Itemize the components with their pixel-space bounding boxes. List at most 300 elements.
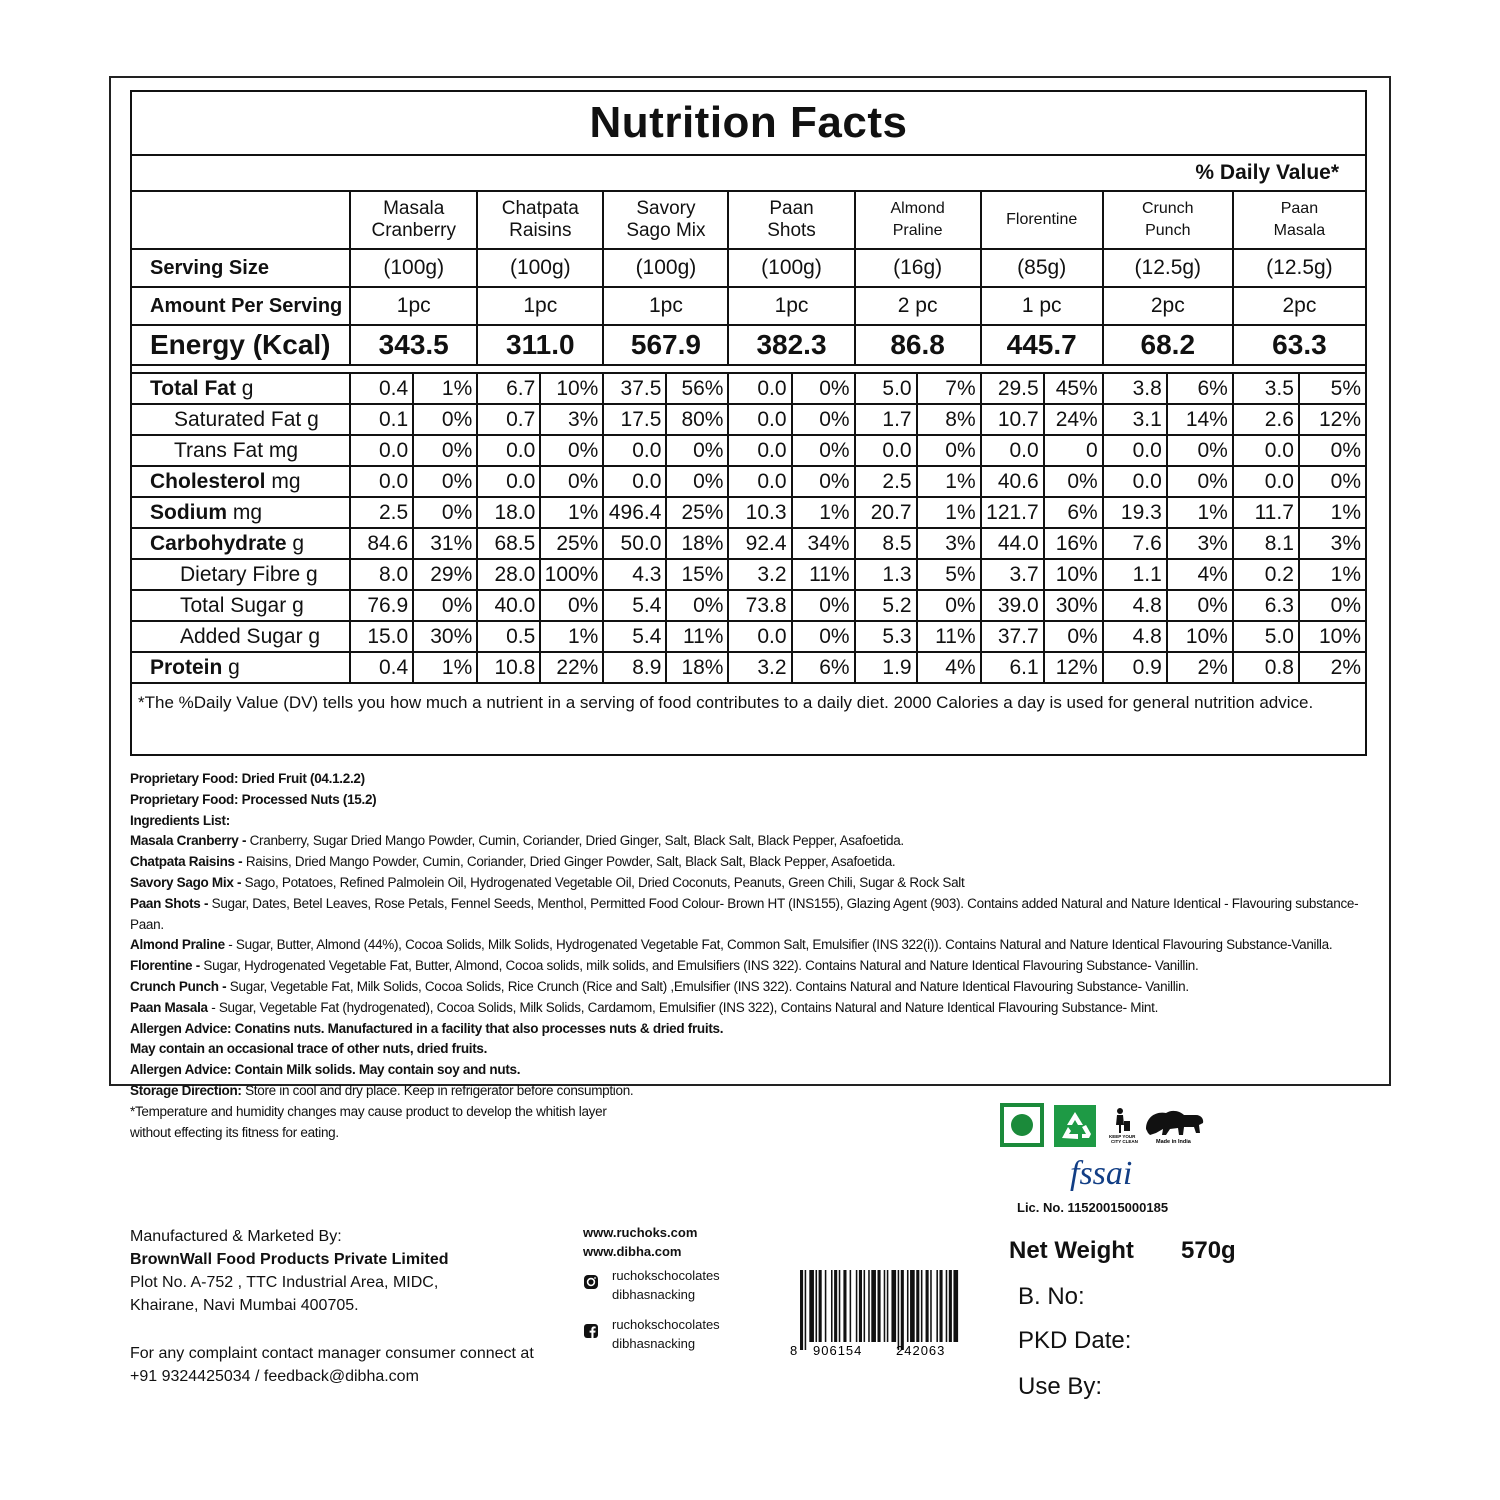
nutrient-daily-value: 0% [1299, 466, 1365, 497]
product-name-line-2: Raisins [509, 220, 572, 241]
nutrient-daily-value: 3% [1299, 528, 1365, 559]
nutrient-daily-value: 0% [1167, 435, 1233, 466]
proprietary-food-1: Proprietary Food: Dried Fruit (04.1.2.2) [130, 771, 365, 786]
nutrient-amount: 5.0 [855, 373, 917, 404]
ingredient-text: Sugar, Hydrogenated Vegetable Fat, Butter, Almond, Cocoa solids, milk solids, and Emulsifiers (INS 322). Contains Natural and Nature Identical Flavouring Substance- Vanillin. [203, 958, 1199, 974]
allergen-advice-1: Allergen Advice: Conatins nuts. Manufactured in a facility that also processes nuts & dried fruits. [130, 1020, 724, 1036]
nutrient-daily-value: 0% [1299, 435, 1365, 466]
nutrient-amount: 8.1 [1233, 528, 1299, 559]
nutrient-daily-value: 0% [1044, 621, 1103, 652]
product-name-line-1: Crunch [1142, 200, 1194, 217]
nutrient-amount: 4.8 [1103, 621, 1167, 652]
nutrient-unit: mg [265, 469, 301, 493]
barcode-bar [864, 1270, 866, 1342]
nutrient-label [132, 373, 350, 404]
nutrient-amount: 3.5 [1233, 373, 1299, 404]
nutrient-daily-value: 0% [1044, 466, 1103, 497]
nutrient-amount: 5.2 [855, 590, 917, 621]
product-header-row [132, 192, 1365, 249]
nutrient-daily-value: 0% [666, 435, 728, 466]
batch-number-label: B. No: [1018, 1283, 1085, 1310]
nutrient-amount: 0.0 [855, 435, 917, 466]
veg-mark-icon [1002, 1105, 1042, 1145]
nutrient-row [132, 528, 1365, 559]
storage-text: Store in cool and dry place. Keep in refrigerator before consumption. [245, 1082, 634, 1098]
barcode-bar [921, 1270, 923, 1342]
barcode-bar [949, 1270, 952, 1342]
nutrient-amount: 0.7 [477, 404, 540, 435]
nutrient-amount: 50.0 [603, 528, 666, 559]
nutrient-amount: 40.6 [981, 466, 1044, 497]
energy-value: 567.9 [603, 325, 728, 365]
nutrient-amount: 1.7 [855, 404, 917, 435]
nutrient-daily-value: 29% [413, 559, 477, 590]
amount-per-serving-value: 2pc [1233, 287, 1365, 325]
product-name [350, 192, 477, 249]
barcode-bar [930, 1270, 932, 1342]
nutrient-amount: 37.7 [981, 621, 1044, 652]
nutrient-amount: 92.4 [728, 528, 791, 559]
nutrient-amount: 0.2 [1233, 559, 1299, 590]
nutrient-amount: 76.9 [350, 590, 413, 621]
serving-size-value: (100g) [603, 249, 728, 287]
complaint-block [130, 1342, 534, 1388]
nutrient-amount: 3.2 [728, 652, 791, 683]
nutrient-amount: 17.5 [603, 404, 666, 435]
nutrient-daily-value: 6% [792, 652, 855, 683]
barcode-group-2: 242063 [896, 1343, 946, 1358]
packed-date-label: PKD Date: [1018, 1327, 1132, 1354]
nutrient-daily-value: 100% [540, 559, 603, 590]
nutrient-amount: 0.0 [350, 466, 413, 497]
amount-per-serving-value: 1pc [477, 287, 603, 325]
nutrient-daily-value: 22% [540, 652, 603, 683]
nutrient-amount: 20.7 [855, 497, 917, 528]
nutrient-daily-value: 3% [540, 404, 603, 435]
ingredient-entry [130, 852, 1370, 873]
nutrient-daily-value: 5% [1299, 373, 1365, 404]
nutrient-amount: 39.0 [981, 590, 1044, 621]
nutrient-amount: 6.7 [477, 373, 540, 404]
facebook-icon [583, 1323, 599, 1339]
nutrient-daily-value: 0% [413, 590, 477, 621]
nutrient-daily-value: 0% [792, 404, 855, 435]
ingredients-title: Ingredients List: [130, 812, 230, 828]
instagram-handle-2: dibhasnacking [612, 1287, 696, 1302]
ingredient-text: - Sugar, Butter, Almond (44%), Cocoa Solids, Milk Solids, Hydrogenated Vegetable Fat, Common Salt, Emulsifier (INS 322(i)). Contains Natural and Nature Identical Flavouring Substance-Vanilla. [228, 937, 1333, 953]
nutrient-amount: 0.0 [603, 466, 666, 497]
amount-per-serving-value: 2pc [1103, 287, 1233, 325]
ingredient-product-name: Almond Praline [130, 937, 229, 953]
temperature-note-1: *Temperature and humidity changes may cause product to develop the whitish layer [130, 1103, 607, 1119]
product-name [1233, 192, 1365, 249]
nutrient-amount: 1.9 [855, 652, 917, 683]
nutrient-daily-value: 15% [666, 559, 728, 590]
barcode-bar [907, 1270, 909, 1342]
nutrient-name: Protein [150, 655, 223, 679]
nutrient-daily-value: 10% [1044, 559, 1103, 590]
amount-per-serving-value: 1pc [728, 287, 854, 325]
manufacturer-name: BrownWall Food Products Private Limited [130, 1251, 449, 1268]
nutrient-daily-value: 8% [917, 404, 981, 435]
product-name-line-2: Punch [1145, 222, 1191, 239]
nutrient-amount: 44.0 [981, 528, 1044, 559]
nutrient-daily-value: 1% [1299, 559, 1365, 590]
lion-icon [1146, 1111, 1203, 1145]
product-name-line-1: Savory [636, 198, 696, 219]
nutrient-amount: 4.8 [1103, 590, 1167, 621]
daily-value-footnote: *The %Daily Value (DV) tells you how much a nutrient in a serving of food contributes to a daily diet. 2000 Calories a day is used for general nutrition advice. [138, 693, 1314, 712]
ingredient-product-name: Paan Shots - [130, 895, 212, 911]
header-corner [132, 192, 350, 249]
nutrient-daily-value: 1% [1299, 497, 1365, 528]
nutrient-daily-value: 0% [1167, 590, 1233, 621]
barcode-bar [831, 1270, 833, 1342]
nutrient-amount: 3.2 [728, 559, 791, 590]
nutrient-daily-value: 10% [1299, 621, 1365, 652]
energy-value: 68.2 [1103, 325, 1233, 365]
product-name-line-1: Paan [1280, 200, 1319, 217]
ingredient-text: Cranberry, Sugar Dried Mango Powder, Cumin, Coriander, Dried Ginger, Salt, Black Salt, Black Pepper, Asafoetida. [249, 833, 904, 849]
manufacturer-address-1: Plot No. A-752 , TTC Industrial Area, MIDC, [130, 1274, 439, 1291]
amount-per-serving-row [132, 287, 1365, 325]
nutrient-row [132, 559, 1365, 590]
barcode-bar [946, 1270, 948, 1342]
website-ruchoks[interactable]: www.ruchoks.com [583, 1225, 698, 1240]
nutrient-amount: 0.0 [1103, 435, 1167, 466]
nutrient-daily-value: 31% [413, 528, 477, 559]
nutrient-amount: 18.0 [477, 497, 540, 528]
nutrient-name: Sodium [150, 500, 227, 524]
nutrient-daily-value: 18% [666, 652, 728, 683]
serving-size-value: (85g) [981, 249, 1103, 287]
barcode-bar [891, 1270, 896, 1342]
nutrient-name: Total Sugar g [180, 593, 304, 617]
serving-size-value: (12.5g) [1103, 249, 1233, 287]
barcode-group-1: 906154 [813, 1343, 863, 1358]
ingredient-entry [130, 831, 1370, 852]
certification-logos [1000, 1103, 1210, 1154]
allergen-advice-1b: May contain an occasional trace of other nuts, dried fruits. [130, 1041, 488, 1057]
nutrient-row [132, 621, 1365, 652]
nutrient-amount: 1.3 [855, 559, 917, 590]
nutrition-facts-title: Nutrition Facts [132, 92, 1365, 156]
ingredient-product-name: Paan Masala [130, 999, 212, 1015]
nutrient-name: Dietary Fibre g [180, 562, 318, 586]
ingredient-text: Sago, Potatoes, Refined Palmolein Oil, Hydrogenated Vegetable Oil, Dried Coconuts, Peanuts, Green Chili, Sugar & Rock Salt [244, 874, 965, 890]
website-dibha[interactable]: www.dibha.com [583, 1244, 682, 1259]
nutrient-daily-value: 12% [1044, 652, 1103, 683]
nutrient-amount: 4.3 [603, 559, 666, 590]
nutrient-amount: 19.3 [1103, 497, 1167, 528]
nutrient-daily-value: 25% [540, 528, 603, 559]
barcode-bar [816, 1270, 818, 1342]
nutrient-amount: 7.6 [1103, 528, 1167, 559]
nutrient-daily-value: 0% [792, 621, 855, 652]
nutrient-amount: 0.0 [981, 435, 1044, 466]
nutrient-row [132, 466, 1365, 497]
nutrient-daily-value: 1% [792, 497, 855, 528]
nutrient-daily-value: 6% [1044, 497, 1103, 528]
facebook-handle-2: dibhasnacking [612, 1336, 696, 1351]
barcode-bar [901, 1270, 904, 1350]
product-name-line-2: Masala [1273, 222, 1326, 239]
product-name-line-2: Cranberry [371, 220, 456, 241]
complaint-line-2: +91 9324425034 / feedback@dibha.com [130, 1368, 419, 1385]
nutrient-row [132, 652, 1365, 683]
barcode-bar [910, 1270, 915, 1342]
barcode-bar [859, 1270, 862, 1342]
nutrient-amount: 10.7 [981, 404, 1044, 435]
nutrient-daily-value: 56% [666, 373, 728, 404]
product-name [981, 192, 1103, 249]
nutrient-daily-value: 0% [792, 373, 855, 404]
net-weight [1009, 1237, 1236, 1265]
nutrient-name: Total Fat [150, 376, 236, 400]
nutrient-daily-value: 3% [917, 528, 981, 559]
barcode-bar [825, 1270, 827, 1342]
nutrient-daily-value: 34% [792, 528, 855, 559]
nutrient-amount: 1.1 [1103, 559, 1167, 590]
energy-value: 63.3 [1233, 325, 1365, 365]
nutrient-label [132, 559, 350, 590]
nutrient-daily-value: 7% [917, 373, 981, 404]
instagram-handle-1: ruchokschocolates [612, 1268, 720, 1283]
nutrient-name: Trans Fat mg [174, 438, 299, 462]
energy-value: 86.8 [855, 325, 981, 365]
nutrient-daily-value: 14% [1167, 404, 1233, 435]
nutrient-amount: 0.4 [350, 373, 413, 404]
nutrient-daily-value: 30% [1044, 590, 1103, 621]
use-by-label: Use By: [1018, 1373, 1103, 1400]
nutrient-daily-value: 0% [792, 466, 855, 497]
serving-size-value: (100g) [477, 249, 603, 287]
nutrient-unit: mg [227, 500, 263, 524]
nutrient-amount: 0.0 [728, 466, 791, 497]
nutrient-label [132, 497, 350, 528]
nutrition-facts-panel [130, 90, 1367, 756]
daily-value-header: % Daily Value* [132, 156, 1365, 192]
barcode-bar [809, 1270, 814, 1342]
nutrient-amount: 0.0 [603, 435, 666, 466]
nutrition-table [132, 192, 1365, 684]
barcode-bar [887, 1270, 889, 1342]
nutrient-name: Saturated Fat g [174, 407, 319, 431]
barcode-bar [850, 1270, 852, 1342]
nutrient-label [132, 466, 350, 497]
nutrient-daily-value: 0% [413, 466, 477, 497]
nutrient-amount: 84.6 [350, 528, 413, 559]
product-name-line-1: Paan [769, 198, 814, 219]
ingredient-text: Sugar, Vegetable Fat, Milk Solids, Cocoa Solids, Rice Crunch (Rice and Salt) ,Emulsifier (INS 322). Contains Natural and Nature Identical Flavouring Substance- Vanillin. [229, 978, 1189, 994]
websites [583, 1223, 697, 1261]
ingredients-list [130, 831, 1370, 1018]
nutrient-daily-value: 0% [413, 435, 477, 466]
nutrient-daily-value: 18% [666, 528, 728, 559]
barcode-bar [839, 1270, 841, 1342]
nutrient-label [132, 435, 350, 466]
barcode-bar [843, 1270, 846, 1342]
nutrient-daily-value: 6% [1167, 373, 1233, 404]
nutrient-daily-value: 4% [1167, 559, 1233, 590]
nutrient-daily-value: 30% [413, 621, 477, 652]
serving-size-value: (12.5g) [1233, 249, 1365, 287]
nutrient-daily-value: 5% [917, 559, 981, 590]
logo-strip [1000, 1103, 1210, 1149]
product-name [728, 192, 854, 249]
amount-per-serving-value: 2 pc [855, 287, 981, 325]
ingredient-product-name: Savory Sago Mix - [130, 874, 245, 890]
nutrient-daily-value: 1% [917, 497, 981, 528]
serving-size-row [132, 249, 1365, 287]
amount-per-serving-value: 1pc [603, 287, 728, 325]
nutrient-unit: g [222, 655, 240, 679]
nutrient-daily-value: 0% [540, 435, 603, 466]
barcode-bar [884, 1270, 886, 1342]
ingredient-entry [130, 998, 1370, 1019]
nutrient-daily-value: 0% [666, 466, 728, 497]
nutrient-daily-value: 4% [917, 652, 981, 683]
ingredient-entry [130, 935, 1370, 956]
manufacturer-address-2: Khairane, Navi Mumbai 400705. [130, 1297, 359, 1314]
instagram-handles[interactable] [583, 1266, 720, 1304]
ingredient-text: - Sugar, Vegetable Fat (hydrogenated), Cocoa Solids, Milk Solids, Cardamom, Emulsifier (INS 322), Contains Natural and Nature Identical Flavouring Substance- Mint. [211, 999, 1159, 1015]
product-name-line-1: Masala [383, 198, 445, 219]
product-name-line-2: Sago Mix [626, 220, 706, 241]
nutrient-amount: 0.0 [728, 373, 791, 404]
net-weight-value: 570g [1181, 1237, 1236, 1264]
energy-row [132, 325, 1365, 365]
nutrient-amount: 0.1 [350, 404, 413, 435]
nutrient-daily-value: 45% [1044, 373, 1103, 404]
nutrient-amount: 0.0 [1103, 466, 1167, 497]
product-name-line-1: Florentine [1006, 211, 1078, 228]
ingredient-entry [130, 977, 1370, 998]
nutrient-daily-value: 2% [1299, 652, 1365, 683]
serving-size-label: Serving Size [132, 249, 350, 287]
nutrient-row [132, 590, 1365, 621]
proprietary-food-2: Proprietary Food: Processed Nuts (15.2) [130, 791, 377, 807]
storage-label: Storage Direction: [130, 1082, 246, 1098]
nutrient-amount: 3.1 [1103, 404, 1167, 435]
nutrient-daily-value: 10% [540, 373, 603, 404]
facebook-handles[interactable] [583, 1315, 720, 1353]
nutrient-amount: 0.0 [728, 621, 791, 652]
nutrient-daily-value: 1% [413, 373, 477, 404]
nutrient-daily-value: 0% [413, 404, 477, 435]
nutrient-amount: 3.7 [981, 559, 1044, 590]
barcode-bar [834, 1270, 837, 1342]
fssai-license: Lic. No. 11520015000185 [1017, 1200, 1169, 1215]
nutrient-daily-value: 1% [540, 621, 603, 652]
nutrient-amount: 2.5 [350, 497, 413, 528]
nutrient-amount: 6.3 [1233, 590, 1299, 621]
nutrient-label [132, 621, 350, 652]
nutrient-amount: 0.9 [1103, 652, 1167, 683]
nutrient-amount: 10.3 [728, 497, 791, 528]
product-name-line-1: Almond [890, 200, 945, 217]
barcode-bar [800, 1270, 803, 1350]
serving-size-value: (100g) [350, 249, 477, 287]
amount-per-serving-label: Amount Per Serving [132, 287, 350, 325]
product-name-line-2: Praline [892, 222, 943, 239]
nutrient-daily-value: 16% [1044, 528, 1103, 559]
ingredient-product-name: Crunch Punch - [130, 978, 230, 994]
nutrient-daily-value: 12% [1299, 404, 1365, 435]
nutrient-label [132, 404, 350, 435]
amount-per-serving-value: 1pc [350, 287, 477, 325]
nutrient-daily-value: 0% [666, 590, 728, 621]
made-in-india-text: Made in India [1156, 1139, 1191, 1145]
ingredient-entry [130, 956, 1370, 977]
barcode-bar [940, 1270, 943, 1342]
manufacturer-block [130, 1225, 449, 1317]
complaint-line-1: For any complaint contact manager consumer connect at [130, 1345, 534, 1362]
keep-city-clean-icon [1109, 1108, 1138, 1144]
nutrient-daily-value: 0 [1044, 435, 1103, 466]
nutrient-amount: 0.0 [477, 435, 540, 466]
barcode-bar [926, 1270, 929, 1342]
barcode-bar [868, 1270, 870, 1342]
barcode-bar [898, 1270, 900, 1350]
nutrient-daily-value: 0% [917, 590, 981, 621]
nutrient-amount: 0.0 [1233, 466, 1299, 497]
barcode-bar [805, 1270, 807, 1350]
nutrient-amount: 68.5 [477, 528, 540, 559]
nutrient-daily-value: 1% [917, 466, 981, 497]
separator-row [132, 365, 1365, 373]
ingredient-text: Sugar, Dates, Betel Leaves, Rose Petals, Fennel Seeds, Menthol, Permitted Food Colour- Brown HT (INS155), Glazing Agent (903). Contains added Natural and Nature Identical - Flavouring substance- Paan. [130, 895, 1359, 932]
nutrient-row [132, 497, 1365, 528]
nutrient-amount: 0.0 [728, 435, 791, 466]
nutrient-amount: 0.0 [728, 404, 791, 435]
nutrient-amount: 3.8 [1103, 373, 1167, 404]
nutrient-amount: 2.5 [855, 466, 917, 497]
nutrient-label [132, 528, 350, 559]
nutrient-daily-value: 0% [792, 590, 855, 621]
product-info [130, 769, 1370, 1143]
nutrient-daily-value: 0% [1167, 466, 1233, 497]
product-name [1103, 192, 1233, 249]
barcode-digit-1: 8 [790, 1343, 798, 1358]
nutrient-amount: 5.4 [603, 590, 666, 621]
nutrient-row [132, 373, 1365, 404]
nutrient-daily-value: 0% [413, 497, 477, 528]
ingredient-product-name: Florentine - [130, 958, 204, 974]
energy-value: 445.7 [981, 325, 1103, 365]
product-name [855, 192, 981, 249]
amount-per-serving-value: 1 pc [981, 287, 1103, 325]
barcode-bar [878, 1270, 881, 1342]
nutrient-daily-value: 0% [1299, 590, 1365, 621]
nutrient-amount: 5.4 [603, 621, 666, 652]
nutrient-row [132, 404, 1365, 435]
serving-size-value: (100g) [728, 249, 854, 287]
nutrient-daily-value: 10% [1167, 621, 1233, 652]
nutrient-amount: 28.0 [477, 559, 540, 590]
ingredient-text: Raisins, Dried Mango Powder, Cumin, Coriander, Dried Ginger Powder, Salt, Black Salt, Black Pepper, Asafoetida. [245, 854, 896, 870]
nutrient-daily-value: 80% [666, 404, 728, 435]
nutrient-amount: 6.1 [981, 652, 1044, 683]
fssai-logo: fssai [1070, 1155, 1133, 1192]
barcode-bar [819, 1270, 822, 1342]
product-name-line-2: Shots [767, 220, 816, 241]
barcode-bar [871, 1270, 876, 1342]
barcode-icon [790, 1270, 965, 1358]
nutrient-amount: 8.9 [603, 652, 666, 683]
ingredient-product-name: Masala Cranberry - [130, 833, 250, 849]
nutrient-amount: 15.0 [350, 621, 413, 652]
